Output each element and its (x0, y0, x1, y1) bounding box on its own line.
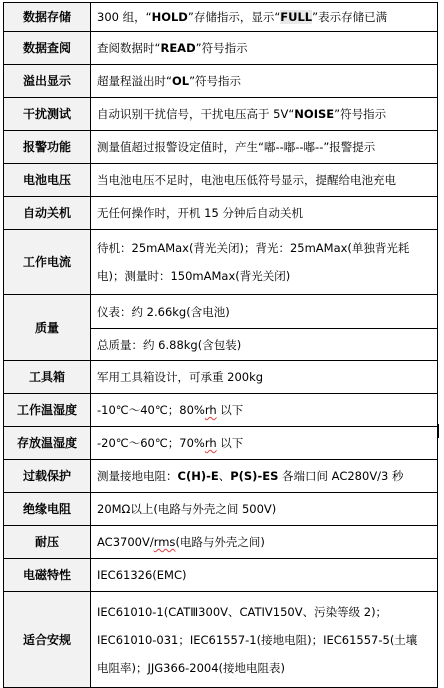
table-row (4, 361, 438, 394)
table-row (4, 3, 438, 32)
row-label: 过载保护 (4, 460, 91, 493)
row-label: 溢出显示 (4, 65, 91, 98)
table-edge-mark (437, 424, 439, 438)
table-row (4, 559, 438, 592)
row-value: 查阅数据时“READ”符号指示 (91, 32, 438, 65)
row-label: 工作电流 (4, 230, 91, 295)
table-row (4, 197, 438, 230)
table-row (4, 592, 438, 688)
row-label: 数据存储 (4, 3, 91, 32)
row-value: 无任何操作时，开机 15 分钟后自动关机 (91, 197, 438, 230)
row-value: 仪表：约 2.66kg(含电池) (91, 295, 438, 329)
row-label: 干扰测试 (4, 98, 91, 131)
table-row (4, 65, 438, 98)
row-value: 待机：25mAMax(背光关闭)；背光：25mAMax(单独背光耗电)；测量时：150mAMax(背光关闭) (91, 230, 438, 295)
row-label: 适合安规 (4, 592, 91, 688)
table-row (4, 460, 438, 493)
spec-table (3, 2, 438, 688)
table-row (4, 32, 438, 65)
row-label: 自动关机 (4, 197, 91, 230)
row-value: AC3700V/rms(电路与外壳之间) (91, 526, 438, 559)
row-value: IEC61010-1(CATⅢ300V、CATIV150V、污染等级 2)； IEC61010-031；IEC61557-1(接地电阻)；IEC61557-5(土壤 电阻率)；JJG366-2004(接地电阻表) (91, 592, 438, 688)
row-label: 电池电压 (4, 164, 91, 197)
row-label: 存放温湿度 (4, 427, 91, 460)
row-value: 300 组，“HOLD”存储指示，显示“FULL”表示存储已满 (91, 3, 438, 32)
row-value: IEC61326(EMC) (91, 559, 438, 592)
row-value: 超量程溢出时“OL”符号指示 (91, 65, 438, 98)
table-row (4, 493, 438, 526)
row-label: 质量 (4, 295, 91, 361)
table-row (4, 427, 438, 460)
table-row (4, 526, 438, 559)
row-label: 工具箱 (4, 361, 91, 394)
row-value: 军用工具箱设计，可承重 200kg (91, 361, 438, 394)
row-label: 电磁特性 (4, 559, 91, 592)
row-value: 测量接地电阻：C(H)-E、P(S)-ES 各端口间 AC280V/3 秒 (91, 460, 438, 493)
row-value: -10℃～40℃；80%rh 以下 (91, 394, 438, 427)
row-value: 总质量：约 6.88kg(含包装) (91, 329, 438, 361)
table-row (4, 98, 438, 131)
row-value: 当电池电压不足时，电池电压低符号显示，提醒给电池充电 (91, 164, 438, 197)
table-row (4, 295, 438, 329)
table-row (4, 131, 438, 164)
row-label: 耐压 (4, 526, 91, 559)
table-row (4, 164, 438, 197)
row-label: 绝缘电阻 (4, 493, 91, 526)
row-value: 自动识别干扰信号，干扰电压高于 5V“NOISE”符号指示 (91, 98, 438, 131)
row-value: 20MΩ以上(电路与外壳之间 500V) (91, 493, 438, 526)
row-value: -20℃～60℃；70%rh 以下 (91, 427, 438, 460)
table-row (4, 394, 438, 427)
row-label: 数据查阅 (4, 32, 91, 65)
row-label: 报警功能 (4, 131, 91, 164)
row-value: 测量值超过报警设定值时，产生“嘟--嘟--嘟--”报警提示 (91, 131, 438, 164)
table-row (4, 230, 438, 295)
row-label: 工作温湿度 (4, 394, 91, 427)
